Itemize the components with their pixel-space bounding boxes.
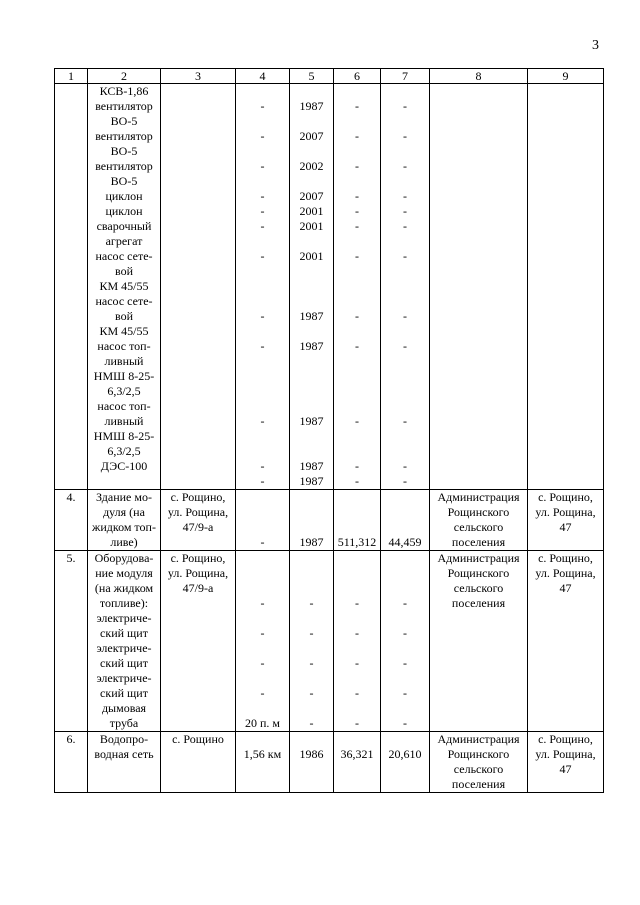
cell-text-line (336, 701, 378, 716)
cell-text-line: ул. Рощина, (535, 505, 596, 519)
cell-text-line (238, 566, 287, 581)
cell-text-line: Администрация (437, 490, 520, 504)
cell-text-line: 2002 (299, 159, 324, 173)
cell-text-line: Администрация (437, 732, 520, 746)
location-cell (528, 84, 604, 490)
year-value: 1987 (299, 535, 324, 549)
cell-text-line (336, 384, 378, 399)
cell-text-line: - (355, 249, 359, 263)
cell-text-line: Рощинского (447, 747, 510, 761)
cell-text-line (292, 671, 331, 686)
cell-text-line: - (403, 459, 407, 473)
cell-text-line: - (403, 339, 407, 353)
quantity-cell (236, 84, 290, 490)
header-cell: 6 (334, 69, 381, 84)
header-cell: 2 (88, 69, 161, 84)
cell-text-line: Рощинского (447, 566, 510, 580)
cell-text-line (238, 84, 287, 99)
cell-text-line (383, 174, 427, 189)
cell-text-line (238, 174, 287, 189)
cell-text-line (383, 671, 427, 686)
cell-text-line: - (403, 596, 407, 610)
cell-text-line: ДЭС-100 (100, 459, 148, 473)
cell-text-line: - (403, 686, 407, 700)
cell-text-line: Водопро- (99, 732, 149, 746)
cell-text-line (336, 611, 378, 626)
year-cell (290, 732, 334, 793)
cell-text-line (238, 701, 287, 716)
cell-text-line: насос сете- (95, 294, 153, 308)
cell-text-line: КСВ-1,86 (99, 84, 149, 98)
cell-text-line: поселения (451, 777, 506, 791)
owner-cell (430, 490, 528, 551)
cell-text-line: насос топ- (97, 339, 151, 353)
cell-text-line: поселения (451, 535, 506, 549)
address-cell (161, 551, 236, 732)
cell-text-line: вентилятор (95, 129, 153, 143)
address-cell (161, 732, 236, 793)
cell-text-line: - (309, 686, 314, 700)
cell-text-line (292, 264, 331, 279)
cell-text-line (383, 369, 427, 384)
cell-text-line (292, 566, 331, 581)
book-value-cell (334, 551, 381, 732)
cell-text-line: 1987 (299, 459, 324, 473)
cell-text-line (336, 429, 378, 444)
cell-text-line (383, 611, 427, 626)
book-value-cell (334, 732, 381, 793)
cell-text-line (383, 399, 427, 414)
row-number-cell: 6. (55, 732, 88, 793)
cell-text-line: дуля (на (103, 505, 145, 519)
book-value-cell (334, 84, 381, 490)
cell-text-line (383, 551, 427, 566)
cell-text-line (336, 324, 378, 339)
cell-text-line: - (355, 159, 359, 173)
cell-text-line (292, 701, 331, 716)
cell-text-line: ский щит (100, 656, 148, 670)
header-cell: 5 (290, 69, 334, 84)
cell-text-line: 2001 (299, 249, 324, 263)
cell-text-line (336, 84, 378, 99)
cell-text-line (336, 641, 378, 656)
cell-text-line: - (309, 626, 314, 640)
cell-text-line (336, 581, 378, 596)
owner-cell (430, 551, 528, 732)
cell-text-line (336, 174, 378, 189)
cell-text-line: - (403, 656, 407, 670)
cell-text-line (336, 294, 378, 309)
cell-text-line (292, 84, 331, 99)
cell-text-line: - (309, 656, 314, 670)
cell-text-line (383, 641, 427, 656)
cell-text-line: - (260, 159, 265, 173)
cell-text-line: 47/9-а (182, 520, 214, 534)
cell-text-line: - (355, 459, 359, 473)
cell-text-line (383, 144, 427, 159)
cell-text-line: - (403, 716, 407, 730)
table-row (55, 732, 604, 793)
cell-text-line (292, 429, 331, 444)
cell-text-line (292, 384, 331, 399)
cell-text-line (292, 174, 331, 189)
cell-text-line (336, 114, 378, 129)
location-cell (528, 732, 604, 793)
cell-text-line (383, 566, 427, 581)
cell-text-line: с. Рощино (172, 732, 224, 746)
cell-text-line: поселения (451, 596, 506, 610)
cell-text-line: ский щит (100, 686, 148, 700)
cell-text-line: электриче- (96, 641, 152, 655)
quantity-cell (236, 551, 290, 732)
cell-text-line (336, 732, 378, 747)
cell-text-line (383, 429, 427, 444)
cell-text-line: 1987 (299, 99, 324, 113)
cell-text-line (238, 324, 287, 339)
cell-text-line: с. Рощино, (170, 551, 226, 565)
property-registry-table (54, 68, 604, 793)
cell-text-line (238, 444, 287, 459)
cell-text-line: - (355, 204, 359, 218)
cell-text-line: 1987 (299, 309, 324, 323)
cell-text-line: - (355, 626, 359, 640)
cell-text-line: 6,3/2,5 (107, 384, 141, 398)
cell-text-line (383, 732, 427, 747)
cell-text-line: - (309, 596, 314, 610)
cell-text-line (292, 324, 331, 339)
cell-text-line: 47/9-а (182, 581, 214, 595)
cell-text-line (383, 84, 427, 99)
cell-text-line (383, 234, 427, 249)
cell-text-line: сельского (453, 762, 504, 776)
cell-text-line: - (260, 99, 265, 113)
header-cell: 1 (55, 69, 88, 84)
cell-text-line: вой (114, 309, 133, 323)
cell-text-line: 1987 (299, 474, 324, 488)
cell-text-line (383, 354, 427, 369)
owner-cell (430, 732, 528, 793)
cell-text-line: 2007 (299, 189, 324, 203)
cell-text-line (336, 566, 378, 581)
cell-text-line (292, 641, 331, 656)
cell-text-line (336, 399, 378, 414)
header-row (55, 69, 604, 84)
header-cell: 7 (381, 69, 430, 84)
cell-text-line: КМ 45/55 (99, 279, 149, 293)
cell-text-line: ул. Рощина, (167, 505, 229, 519)
object-name-cell (88, 732, 161, 793)
cell-text-line: вентилятор (95, 99, 153, 113)
cell-text-line (238, 581, 287, 596)
cell-text-line (383, 294, 427, 309)
cell-text-line: - (355, 339, 359, 353)
year-cell (290, 490, 334, 551)
cell-text-line: - (355, 716, 359, 730)
cell-text-line: Рощинского (447, 505, 510, 519)
table-row-continuation (55, 84, 604, 490)
cell-text-line (383, 279, 427, 294)
cell-text-line: сельского (453, 520, 504, 534)
cell-text-line: 2001 (299, 219, 324, 233)
cell-text-line: - (403, 189, 407, 203)
cell-text-line: - (403, 474, 407, 488)
cell-text-line: - (260, 596, 265, 610)
cell-text-line: 47 (559, 762, 572, 776)
cell-text-line (383, 324, 427, 339)
cell-text-line: - (355, 189, 359, 203)
book-value: 511,312 (337, 535, 377, 549)
cell-text-line: насос топ- (97, 399, 151, 413)
cell-text-line (238, 399, 287, 414)
row-number-cell: 4. (55, 490, 88, 551)
cell-text-line: - (355, 99, 359, 113)
cell-text-line: 2007 (299, 129, 324, 143)
book-value-cell (334, 490, 381, 551)
cell-text-line (292, 114, 331, 129)
cell-text-line (238, 732, 287, 747)
address-cell (161, 84, 236, 490)
cell-text-line: с. Рощино, (538, 490, 593, 504)
cell-text-line: ул. Рощина, (167, 566, 229, 580)
cell-text-line: НМШ 8-25- (93, 429, 155, 443)
cell-text-line (292, 234, 331, 249)
cell-text-line: - (355, 474, 359, 488)
cell-text-line: 1987 (299, 414, 324, 428)
cell-text-line: - (403, 309, 407, 323)
residual-value-cell (381, 551, 430, 732)
cell-text-line: - (260, 189, 265, 203)
cell-text-line: - (355, 686, 359, 700)
cell-text-line: ливе) (110, 535, 138, 549)
cell-text-line: ВО-5 (110, 174, 138, 188)
cell-text-line (336, 354, 378, 369)
cell-text-line: вой (114, 264, 133, 278)
cell-text-line (238, 294, 287, 309)
cell-text-line: ВО-5 (110, 144, 138, 158)
cell-text-line: водная сеть (94, 747, 154, 761)
cell-text-line: - (355, 309, 359, 323)
cell-text-line: - (403, 219, 407, 233)
cell-text-line: - (260, 414, 265, 428)
cell-text-line: сварочный (96, 219, 152, 233)
residual-value-cell (381, 84, 430, 490)
cell-text-line: - (403, 159, 407, 173)
header-cell: 9 (528, 69, 604, 84)
cell-text-line: - (260, 686, 265, 700)
owner-cell (430, 84, 528, 490)
cell-text-line (238, 551, 287, 566)
cell-text-line: электриче- (96, 611, 152, 625)
cell-text-line (238, 384, 287, 399)
cell-text-line: насос сете- (95, 249, 153, 263)
cell-text-line: - (260, 204, 265, 218)
cell-text-line: ливный (104, 414, 144, 428)
cell-text-line (383, 581, 427, 596)
location-cell (528, 551, 604, 732)
equipment-name-cell (88, 84, 161, 490)
cell-text-line: - (403, 99, 407, 113)
page-number: 3 (592, 38, 599, 53)
cell-text-line: 20 п. м (244, 716, 280, 730)
cell-text-line (238, 279, 287, 294)
quantity-cell (236, 732, 290, 793)
cell-text-line (238, 611, 287, 626)
cell-text-line (238, 369, 287, 384)
cell-text-line: агрегат (105, 234, 143, 248)
cell-text-line: - (355, 219, 359, 233)
cell-text-line: - (403, 414, 407, 428)
object-name-cell (88, 490, 161, 551)
cell-text-line: ский щит (100, 626, 148, 640)
cell-text-line: с. Рощино, (538, 732, 593, 746)
header-cell: 4 (236, 69, 290, 84)
cell-text-line: топливе): (99, 596, 149, 610)
cell-text-line (336, 369, 378, 384)
residual-value-cell (381, 490, 430, 551)
cell-text-line: 1987 (299, 339, 324, 353)
cell-text-line (238, 641, 287, 656)
cell-text-line: 47 (559, 581, 572, 595)
cell-text-line: циклон (105, 189, 143, 203)
cell-text-line: ВО-5 (110, 114, 138, 128)
cell-text-line (336, 444, 378, 459)
cell-text-line (238, 144, 287, 159)
cell-text-line (292, 581, 331, 596)
cell-text-line (292, 732, 331, 747)
cell-text-line: - (260, 309, 265, 323)
cell-text-line (336, 551, 378, 566)
cell-text-line: - (260, 626, 265, 640)
cell-text-line: жидком топ- (92, 520, 156, 534)
cell-text-line: с. Рощино, (538, 551, 593, 565)
cell-text-line (292, 611, 331, 626)
quantity-cell (236, 490, 290, 551)
table-row (55, 551, 604, 732)
location-cell (528, 490, 604, 551)
cell-text-line (238, 114, 287, 129)
cell-text-line (292, 279, 331, 294)
cell-text-line: - (260, 219, 265, 233)
cell-text-line: вентилятор (95, 159, 153, 173)
cell-text-line (292, 399, 331, 414)
cell-text-line: (на жидком (94, 581, 154, 595)
cell-text-line (383, 114, 427, 129)
cell-text-line: - (260, 339, 265, 353)
cell-text-line: дымовая (101, 701, 147, 715)
cell-text-line: циклон (105, 204, 143, 218)
table-row (55, 490, 604, 551)
cell-text-line (336, 264, 378, 279)
object-name-cell (88, 551, 161, 732)
cell-text-line (238, 234, 287, 249)
cell-text-line (292, 354, 331, 369)
year-cell (290, 551, 334, 732)
cell-text-line (90, 474, 158, 489)
cell-text-line: 20,610 (388, 747, 422, 761)
cell-text-line: - (309, 716, 314, 730)
cell-text-line: - (403, 249, 407, 263)
cell-text-line: 6,3/2,5 (107, 444, 141, 458)
cell-text-line: - (355, 656, 359, 670)
header-cell: 8 (430, 69, 528, 84)
header-cell: 3 (161, 69, 236, 84)
cell-text-line: сельского (453, 581, 504, 595)
cell-text-line: 2001 (299, 204, 324, 218)
cell-text-line: с. Рощино, (170, 490, 226, 504)
cell-text-line (238, 264, 287, 279)
cell-text-line (292, 369, 331, 384)
cell-text-line: - (403, 204, 407, 218)
residual-value-cell (381, 732, 430, 793)
cell-text-line (336, 144, 378, 159)
year-cell (290, 84, 334, 490)
cell-text-line (238, 429, 287, 444)
cell-text-line: - (403, 129, 407, 143)
quantity-value: - (260, 535, 265, 549)
cell-text-line (238, 671, 287, 686)
cell-text-line: 36,321 (340, 747, 374, 761)
cell-text-line (336, 279, 378, 294)
residual-value: 44,459 (388, 535, 422, 549)
cell-text-line: ние модуля (95, 566, 153, 580)
cell-text-line: - (355, 414, 359, 428)
cell-text-line: НМШ 8-25- (93, 369, 155, 383)
cell-text-line (238, 354, 287, 369)
cell-text-line: ул. Рощина, (535, 566, 596, 580)
cell-text-line: электриче- (96, 671, 152, 685)
cell-text-line: - (260, 129, 265, 143)
cell-text-line: Оборудова- (94, 551, 154, 565)
cell-text-line (383, 264, 427, 279)
cell-text-line (383, 444, 427, 459)
cell-text-line (383, 384, 427, 399)
cell-text-line (292, 551, 331, 566)
row-number-cell: 5. (55, 551, 88, 732)
cell-text-line: - (355, 596, 359, 610)
cell-text-line: труба (109, 716, 139, 730)
cell-text-line (292, 444, 331, 459)
cell-text-line: - (260, 459, 265, 473)
cell-text-line: - (260, 474, 265, 488)
cell-text-line: КМ 45/55 (99, 324, 149, 338)
cell-text-line: Здание мо- (96, 490, 152, 504)
address-cell (161, 490, 236, 551)
cell-text-line: ул. Рощина, (535, 747, 596, 761)
cell-text-line: - (355, 129, 359, 143)
cell-text-line (292, 144, 331, 159)
row-number-cell (55, 84, 88, 490)
cell-text-line: Администрация (437, 551, 520, 565)
cell-text-line: - (403, 626, 407, 640)
cell-text-line (336, 234, 378, 249)
cell-text-line (292, 294, 331, 309)
cell-text-line (383, 701, 427, 716)
cell-text-line: - (260, 249, 265, 263)
cell-text-line (336, 671, 378, 686)
cell-text-line: 1,56 км (243, 747, 282, 761)
cell-text-line: 1986 (299, 747, 324, 761)
cell-text-line: 47 (559, 520, 572, 534)
cell-text-line: ливный (104, 354, 144, 368)
cell-text-line: - (260, 656, 265, 670)
